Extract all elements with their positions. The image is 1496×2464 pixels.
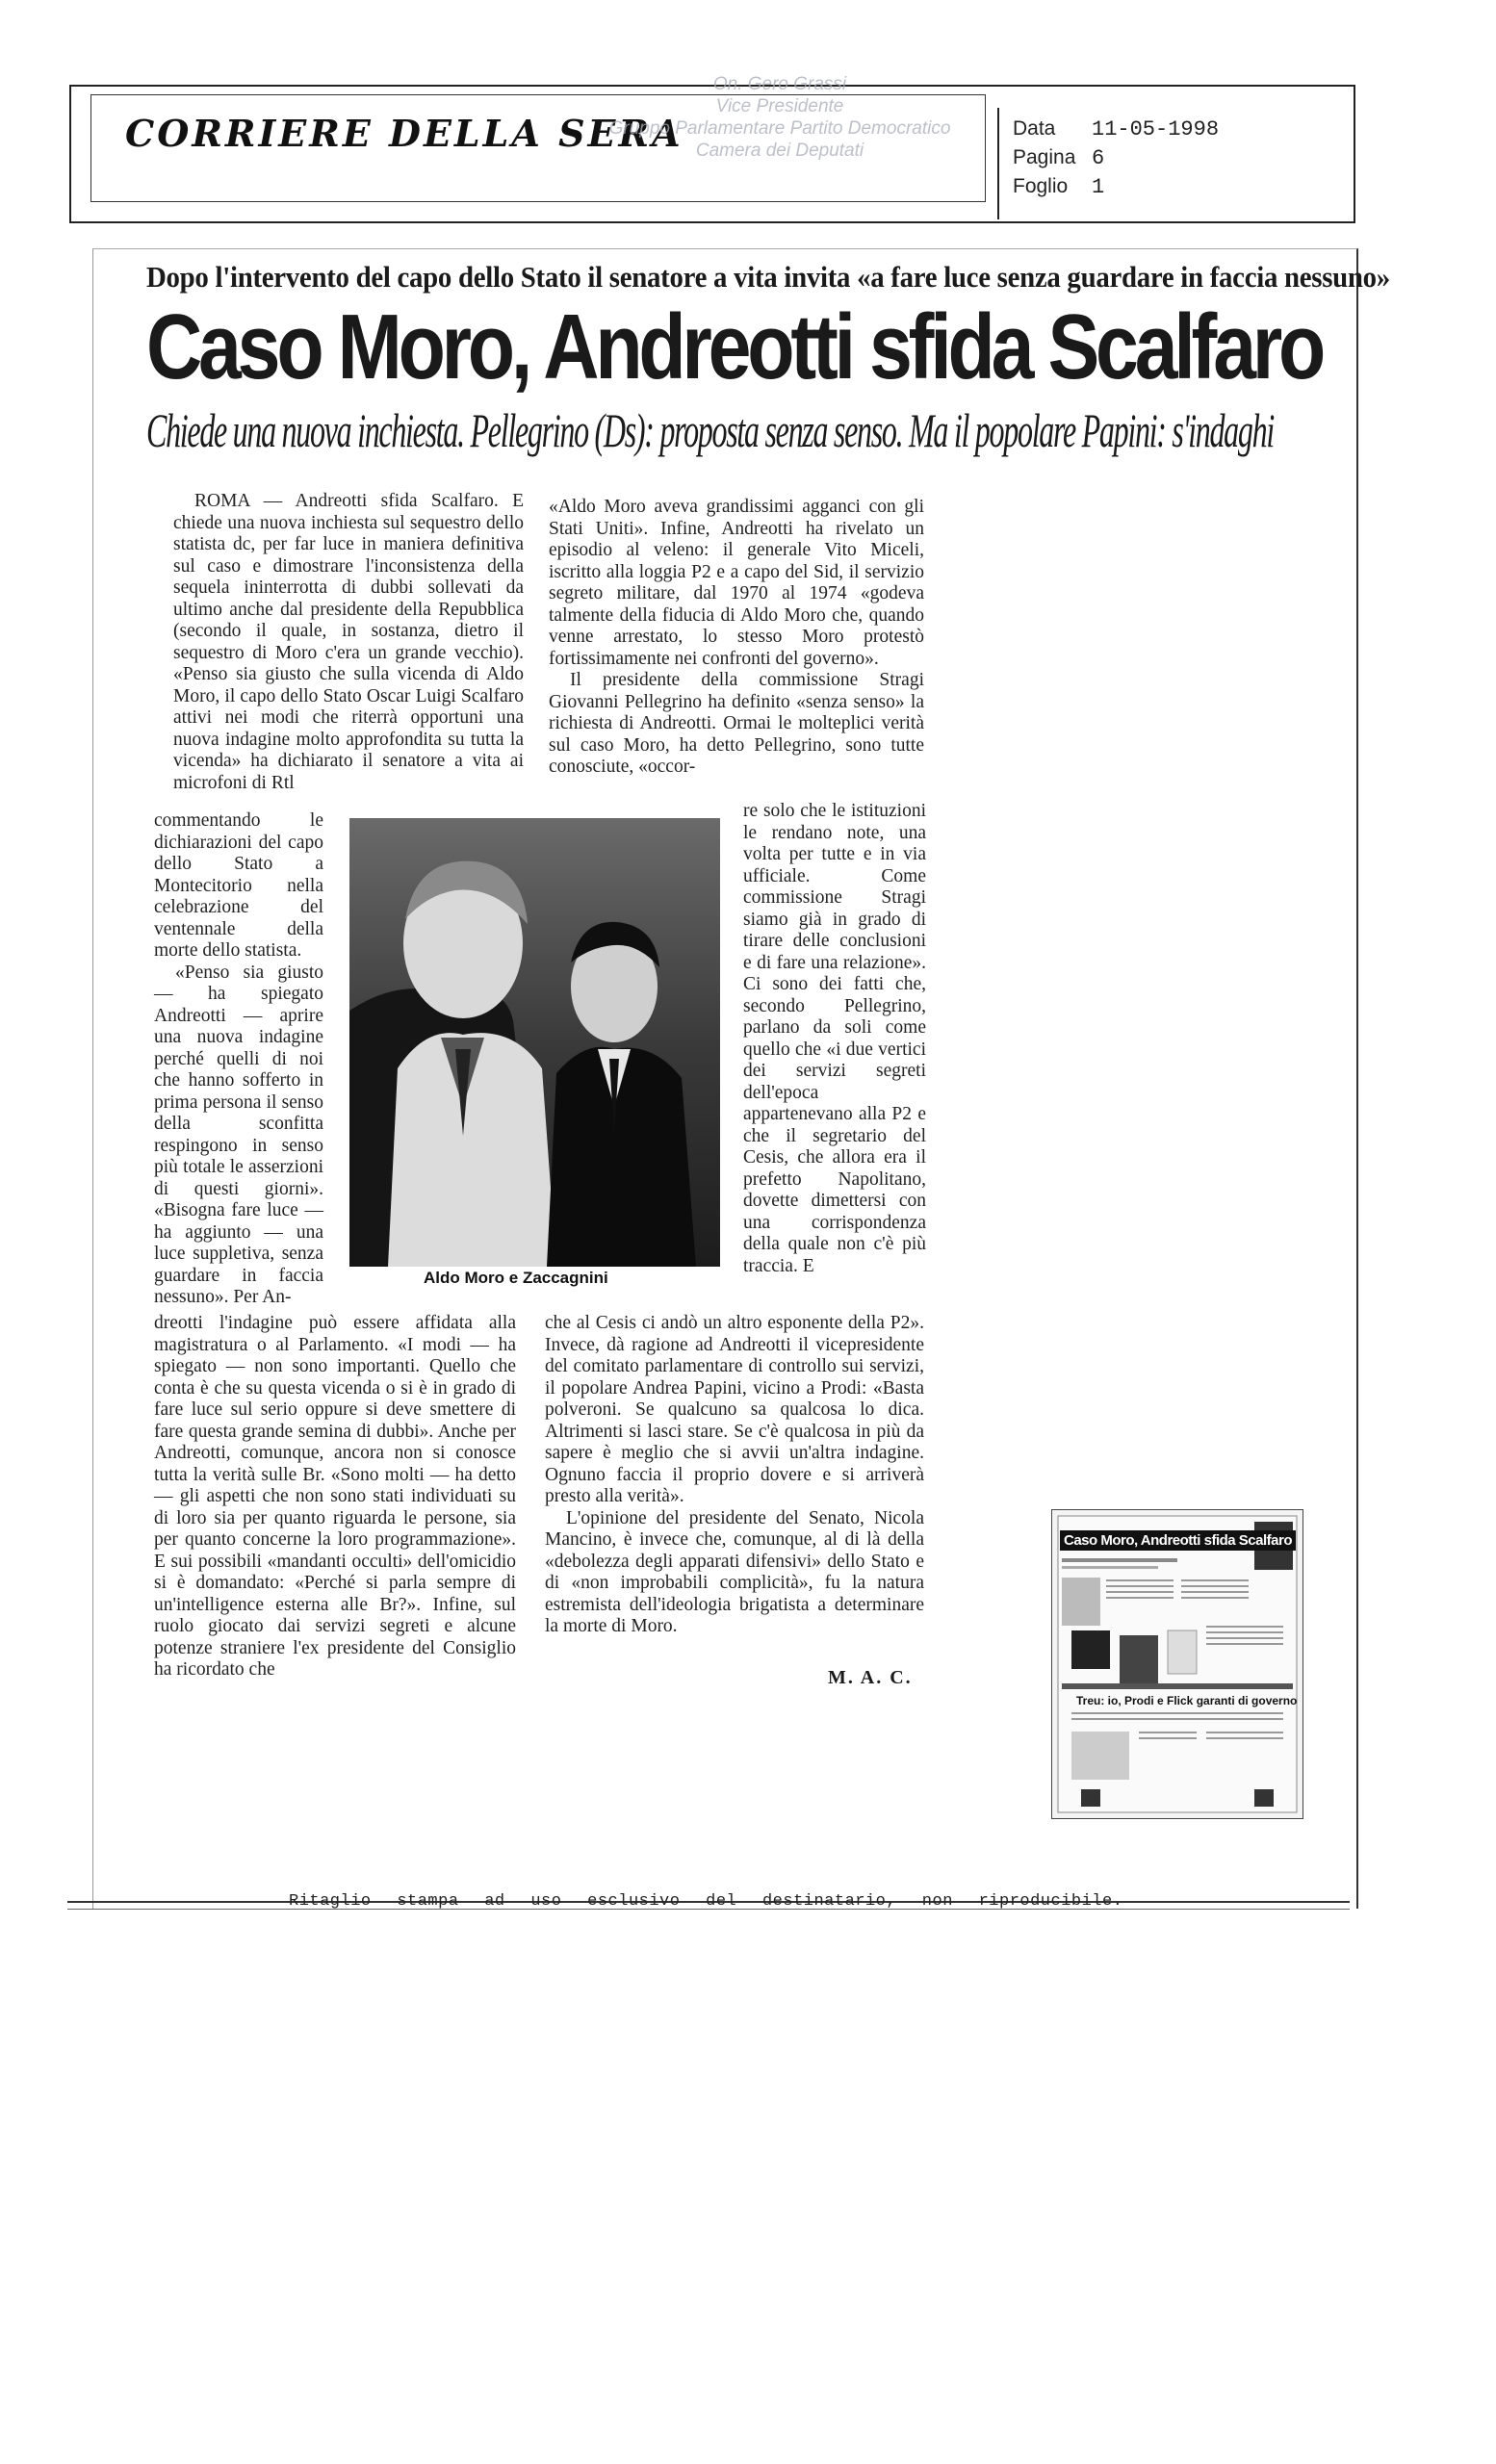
watermark-line: Camera dei Deputati — [695, 141, 864, 161]
article-headline: Caso Moro, Andreotti sfida Scalfaro — [146, 295, 1323, 398]
article-kicker: Dopo l'intervento del capo dello Stato il senatore a vita invita «a fare luce senza guardare in faccia nessuno» — [146, 260, 1390, 294]
paragraph: Il presidente della commissione Stragi Giovanni Pellegrino ha definito «senza senso» la richiesta di Andreotti. Ormai le molteplici verità sul caso Moro, ha detto Pellegrino, sono tutte conosciute, «occor- — [549, 670, 924, 777]
clipping-notice: Ritaglio stampa ad uso esclusivo del destinatario, non riproducibile. — [289, 1892, 1123, 1911]
paragraph: che al Cesis ci andò un altro esponente della P2». Invece, dà ragione ad Andreotti il vicepresidente del comitato parlamentare di controllo sui servizi, il popolare Andrea Papini, vicino a Prodi: «Basta polveroni. Se qualcuno sa qualcosa lo dica. Altrimenti si lasci stare. Se c'è qualcosa in più da sapere è meglio che si avvii un'altra indagine. Ognuno faccia il proprio dovere e si arriverà presto alla verità». — [545, 1313, 924, 1506]
paragraph: re solo che le istituzioni le rendano note, una volta per tutte e in via ufficiale. Come commissione Stragi siamo già in grado di tirare delle conclusioni e di fare una relazione». Ci sono dei fatti che, secondo Pellegrino, parlano da soli come quello che «i due vertici dei servizi segreti dell'epoca appartenevano alla P2 e che il segretario del Cesis, che allora era il prefetto Napolitano, dovette dimettersi con una corrispondenza della quale non c'è più traccia. E — [743, 801, 926, 1276]
column-1-top — [173, 491, 524, 794]
watermark-line: On. Gero Grassi — [712, 74, 847, 94]
photo-image — [349, 818, 720, 1267]
thumbnail-headline: Caso Moro, Andreotti sfida Scalfaro — [1060, 1530, 1296, 1551]
thumbnail-headline-2: Treu: io, Prodi e Flick garanti di governo — [1076, 1694, 1298, 1707]
article-signature: M. A. C. — [828, 1667, 913, 1688]
paragraph: L'opinione del presidente del Senato, Nicola Mancino, è invece che, comunque, al di là della «debolezza degli apparati difensivi» dello Stato e di «non improbabili complicità», fu la natura estremista dell'ideologia brigatista a determinare la morte di Moro. — [545, 1507, 924, 1636]
column-2-narrow — [743, 801, 926, 1277]
article-subhead: Chiede una nuova inchiesta. Pellegrino (Ds): proposta senza senso. Ma il popolare Papini: s'indaghi — [146, 403, 1274, 457]
meta-page — [1013, 146, 1104, 170]
page-thumbnail — [1051, 1509, 1303, 1819]
thumbnail-image — [1052, 1510, 1303, 1818]
paragraph: dreotti l'indagine può essere affidata alla magistratura o al Parlamento. «I modi — ha spiegato — non sono importanti. Quello che conta è che su questa vicenda o si è in grado di fare luce sul serio oppure si deve smettere di fare questa grande semina di dubbi». Anche per Andreotti, comunque, ancora non si conosce tutta la verità sulle Br. «Sono molti — ha detto — gli aspetti che non sono stati individuati su di loro sia per quanto riguarda le persone, sia per quanto concerne la loro programmazione». E sui possibili «mandanti occulti» dell'omicidio si è domandato: «Perché si parla sempre di un'intelligence esterna alle Br?». Infine, sul ruolo giocato dai servizi segreti e alcune potenze straniere l'ex presidente del Consiglio ha ricordato che — [154, 1313, 516, 1680]
column-1-narrow — [154, 810, 323, 1309]
meta-label: Pagina — [1013, 146, 1076, 168]
meta-sheet — [1013, 175, 1104, 199]
paragraph: ROMA — Andreotti sfida Scalfaro. E chiede una nuova inchiesta sul sequestro dello statista dc, per far luce in maniera definitiva sul caso e dimostrare l'inconsistenza della sequela ininterrotta di dubbi sollevati da ultimo anche dal presidente della Repubblica (secondo il quale, in sostanza, dietro il sequestro di Moro c'era un grande vecchio). «Penso sia giusto che sulla vicenda di Aldo Moro, il capo dello Stato Oscar Luigi Scalfaro attivi nei modi che riterrà opportuni una nuova indagine molto approfondita su tutta la vicenda» ha dichiarato il senatore a vita ai microfoni di Rtl — [173, 491, 524, 793]
meta-date — [1013, 117, 1219, 141]
watermark-line: Gruppo Parlamentare Partito Democratico — [608, 118, 951, 139]
watermark-stamp — [558, 73, 1001, 162]
paragraph: commentando le dichiarazioni del capo dello Stato a Montecitorio nella celebrazione del ventennale della morte dello statista. — [154, 810, 323, 961]
photo-caption: Aldo Moro e Zaccagnini — [424, 1269, 608, 1287]
meta-value: 1 — [1092, 175, 1105, 199]
column-2-bottom — [545, 1313, 924, 1638]
watermark-line: Vice Presidente — [715, 96, 844, 116]
photo-moro-zaccagnini — [349, 818, 720, 1267]
paragraph: «Aldo Moro aveva grandissimi agganci con gli Stati Uniti». Infine, Andreotti ha rivelato un episodio al veleno: il generale Vito Miceli, iscritto alla loggia P2 e a capo del Sid, il servizio segreto militare, dal 1970 al 1974 «godeva talmente della fiducia di Aldo Moro che, quando venne arrestato, lo stesso Moro protestò fortissimamente nei confronti del governo». — [549, 497, 924, 669]
meta-value: 11-05-1998 — [1092, 117, 1220, 141]
masthead: CORRIERE DELLA SERA — [125, 112, 684, 155]
meta-value: 6 — [1092, 146, 1105, 170]
meta-label: Data — [1013, 117, 1056, 140]
column-1-bottom — [154, 1313, 516, 1681]
column-2-top — [549, 497, 924, 779]
paragraph: «Penso sia giusto — ha spiegato Andreotti — aprire una nuova indagine perché quelli di noi che hanno sofferto in prima persona il senso della sconfitta respingono in senso più totale le asserzioni di questi giorni». «Bisogna fare luce — ha aggiunto — una luce suppletiva, senza guardare in faccia nessuno». Per An- — [154, 962, 323, 1307]
meta-label: Foglio — [1013, 175, 1069, 197]
